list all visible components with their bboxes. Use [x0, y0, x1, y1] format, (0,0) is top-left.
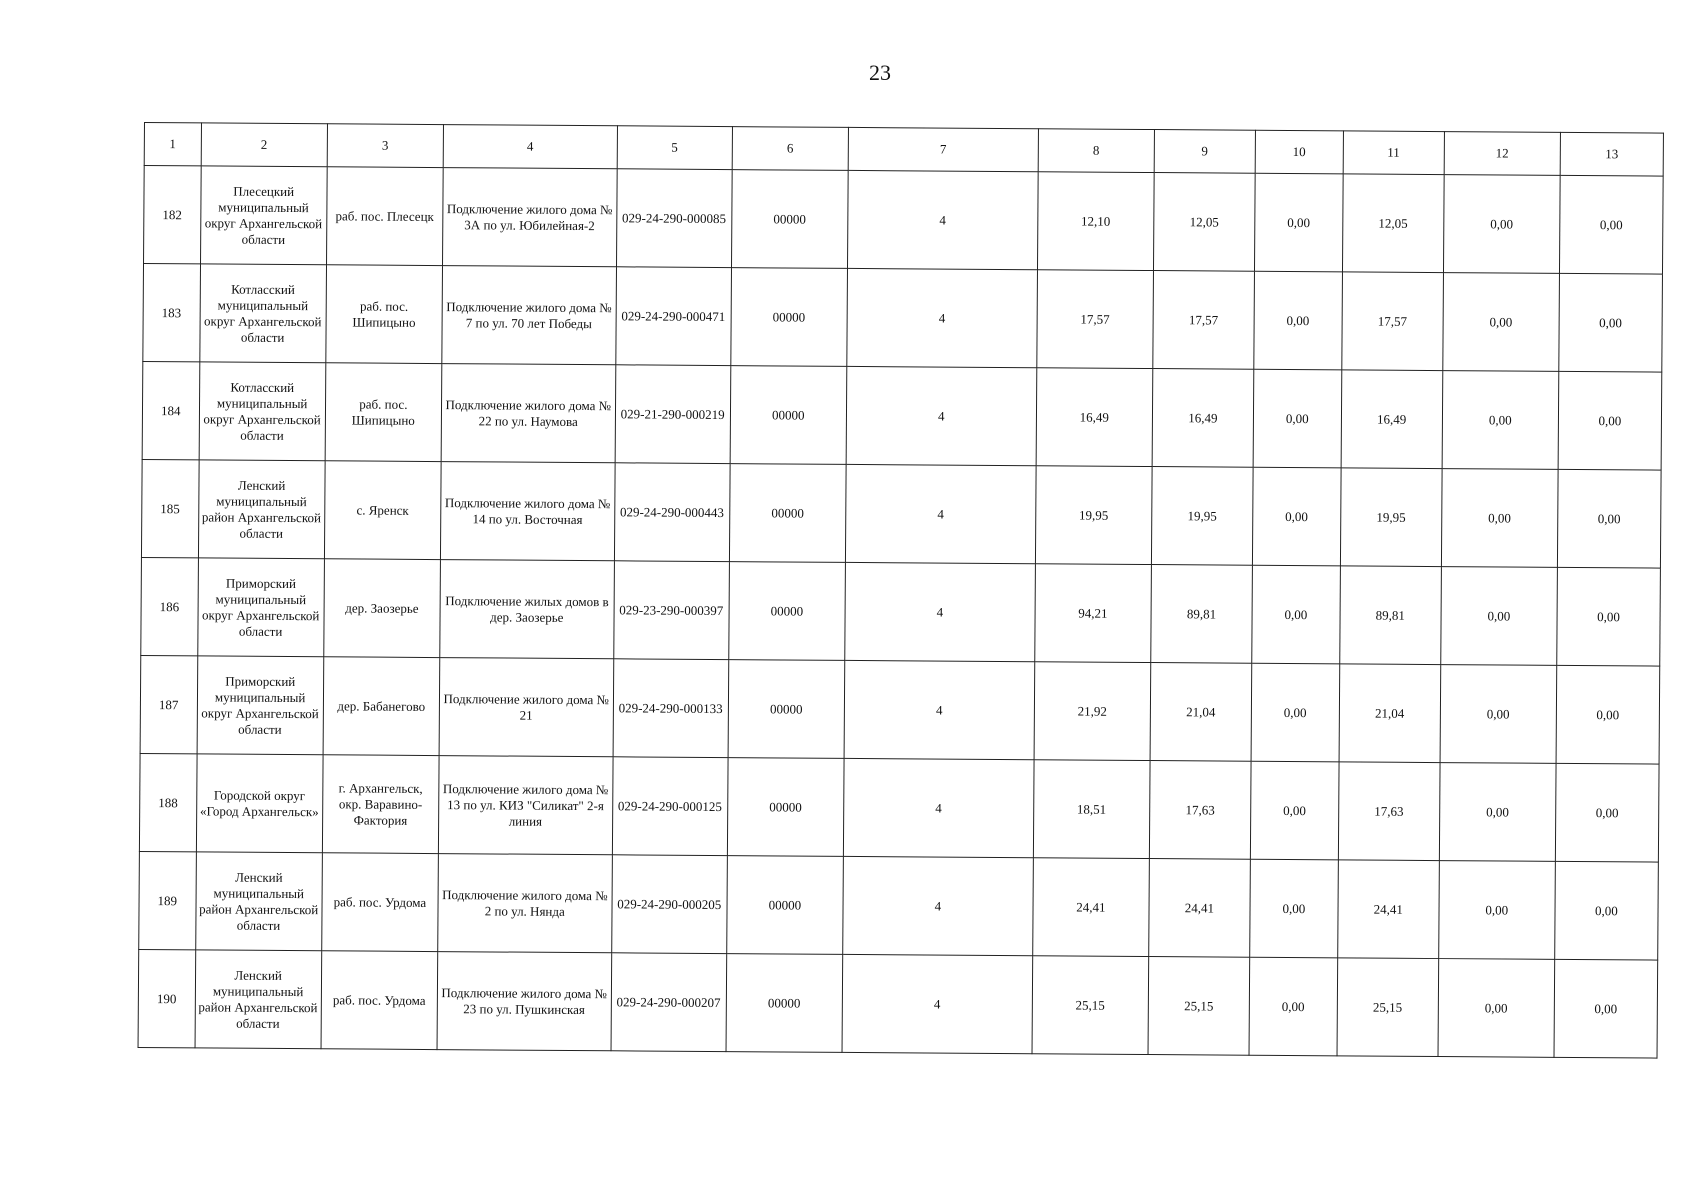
value-cell-10: 0,00	[1254, 173, 1343, 272]
value-cell-12: 0,00	[1442, 371, 1559, 470]
code-suffix-cell: 00000	[726, 856, 843, 955]
project-cell: Подключение жилого дома № 7 по ул. 70 лет Победы	[442, 266, 616, 365]
code-cell: 029-24-290-000133	[613, 659, 729, 758]
header-cell: 13	[1560, 132, 1663, 176]
municipality-cell: Ленский муниципальный район Архангельской области	[195, 950, 322, 1049]
value-cell-10: 0,00	[1250, 761, 1339, 860]
code-cell: 029-24-290-000085	[616, 169, 732, 268]
value-cell-9: 19,95	[1151, 467, 1253, 566]
value-cell-11: 17,63	[1338, 762, 1440, 861]
category-cell: 4	[846, 366, 1037, 465]
category-cell: 4	[847, 268, 1038, 367]
value-cell-8: 18,51	[1033, 760, 1150, 859]
row-number-cell: 189	[139, 851, 196, 949]
value-cell-9: 17,63	[1149, 761, 1251, 860]
category-cell: 4	[843, 758, 1034, 857]
value-cell-12: 0,00	[1440, 567, 1557, 666]
project-cell: Подключение жилого дома № 3А по ул. Юбилейная-2	[442, 168, 616, 267]
municipality-cell: Котласский муниципальный округ Архангельской области	[199, 362, 326, 461]
value-cell-11: 16,49	[1341, 370, 1443, 469]
value-cell-11: 24,41	[1337, 860, 1439, 959]
code-suffix-cell: 00000	[731, 268, 848, 367]
value-cell-8: 12,10	[1037, 172, 1154, 271]
project-cell: Подключение жилого дома № 21	[439, 658, 613, 757]
row-number-cell: 190	[138, 949, 195, 1047]
value-cell-10: 0,00	[1254, 271, 1343, 370]
municipality-cell: Котласский муниципальный округ Архангельской области	[199, 264, 326, 363]
value-cell-10: 0,00	[1249, 957, 1338, 1056]
code-suffix-cell: 00000	[728, 660, 845, 759]
category-cell: 4	[843, 856, 1034, 955]
row-number-cell: 188	[139, 753, 196, 851]
value-cell-13: 0,00	[1555, 763, 1659, 862]
category-cell: 4	[844, 660, 1035, 759]
value-cell-10: 0,00	[1252, 467, 1341, 566]
code-suffix-cell: 00000	[727, 758, 844, 857]
data-table	[138, 122, 1664, 1059]
value-cell-13: 0,00	[1559, 175, 1663, 274]
table-body	[138, 123, 1663, 1059]
value-cell-9: 25,15	[1148, 957, 1250, 1056]
code-cell: 029-24-290-000471	[615, 267, 731, 366]
table-row	[142, 361, 1662, 470]
header-cell: 5	[617, 126, 732, 170]
project-cell: Подключение жилых домов в дер. Заозерье	[440, 560, 614, 659]
document-sheet	[138, 122, 1664, 1059]
settlement-cell: раб. пос. Урдома	[321, 951, 438, 1050]
value-cell-8: 25,15	[1032, 956, 1149, 1055]
header-cell: 12	[1444, 132, 1560, 176]
value-cell-9: 16,49	[1152, 369, 1254, 468]
value-cell-12: 0,00	[1440, 665, 1557, 764]
table-row	[141, 557, 1661, 666]
table-row	[143, 264, 1663, 373]
code-cell: 029-24-290-000207	[611, 953, 727, 1052]
row-number-cell: 182	[144, 166, 201, 264]
table-row	[139, 753, 1659, 862]
value-cell-12: 0,00	[1438, 959, 1555, 1058]
value-cell-8: 19,95	[1035, 466, 1152, 565]
value-cell-10: 0,00	[1253, 369, 1342, 468]
municipality-cell: Приморский муниципальный округ Архангельской области	[197, 558, 324, 657]
settlement-cell: раб. пос. Шипицыно	[325, 363, 442, 462]
header-cell: 11	[1343, 131, 1444, 175]
value-cell-11: 21,04	[1339, 664, 1441, 763]
value-cell-8: 21,92	[1034, 662, 1151, 761]
settlement-cell: дер. Заозерье	[324, 559, 441, 658]
value-cell-8: 17,57	[1037, 270, 1154, 369]
municipality-cell: Городской округ «Город Архангельск»	[196, 754, 323, 853]
row-number-cell: 183	[143, 264, 200, 362]
header-cell: 1	[144, 123, 201, 166]
category-cell: 4	[845, 562, 1036, 661]
municipality-cell: Плесецкий муниципальный округ Архангельской области	[200, 166, 327, 265]
value-cell-10: 0,00	[1251, 663, 1340, 762]
header-cell: 7	[848, 127, 1038, 171]
header-cell: 10	[1255, 130, 1343, 174]
row-number-cell: 187	[140, 655, 197, 753]
header-cell: 3	[327, 124, 443, 168]
settlement-cell: с. Яренск	[324, 461, 441, 560]
project-cell: Подключение жилого дома № 22 по ул. Наумова	[441, 364, 615, 463]
value-cell-13: 0,00	[1556, 665, 1660, 764]
category-cell: 4	[847, 170, 1038, 269]
value-cell-10: 0,00	[1252, 565, 1341, 664]
header-cell: 4	[443, 125, 617, 169]
value-cell-13: 0,00	[1554, 959, 1658, 1058]
value-cell-8: 16,49	[1036, 368, 1153, 467]
settlement-cell: дер. Бабанегово	[323, 657, 440, 756]
table-row	[141, 459, 1661, 568]
value-cell-10: 0,00	[1250, 859, 1339, 958]
value-cell-9: 89,81	[1151, 565, 1253, 664]
municipality-cell: Ленский муниципальный район Архангельской области	[195, 852, 322, 951]
header-cell: 8	[1038, 129, 1154, 173]
value-cell-11: 19,95	[1340, 468, 1442, 567]
value-cell-13: 0,00	[1557, 469, 1661, 568]
value-cell-9: 24,41	[1149, 859, 1251, 958]
value-cell-9: 21,04	[1150, 663, 1252, 762]
code-cell: 029-24-290-000205	[611, 855, 727, 954]
header-cell: 2	[201, 123, 328, 167]
table-row	[140, 655, 1660, 764]
value-cell-12: 0,00	[1438, 861, 1555, 960]
category-cell: 4	[842, 954, 1033, 1053]
project-cell: Подключение жилого дома № 14 по ул. Восточная	[440, 462, 614, 561]
project-cell: Подключение жилого дома № 13 по ул. КИЗ "Силикат" 2-я линия	[438, 756, 612, 855]
code-cell: 029-21-290-000219	[615, 365, 731, 464]
row-number-cell: 186	[141, 557, 198, 655]
value-cell-13: 0,00	[1558, 371, 1662, 470]
value-cell-13: 0,00	[1559, 273, 1663, 372]
value-cell-9: 17,57	[1153, 271, 1255, 370]
page-number: 23	[869, 60, 891, 85]
project-cell: Подключение жилого дома № 2 по ул. Нянда	[438, 854, 612, 953]
table-row	[139, 851, 1659, 960]
settlement-cell: раб. пос. Шипицыно	[326, 265, 443, 364]
value-cell-11: 17,57	[1342, 272, 1444, 371]
municipality-cell: Ленский муниципальный район Архангельской области	[198, 460, 325, 559]
value-cell-13: 0,00	[1555, 861, 1659, 960]
value-cell-11: 25,15	[1337, 958, 1439, 1057]
municipality-cell: Приморский муниципальный округ Архангельской области	[197, 656, 324, 755]
table-row	[144, 166, 1664, 275]
value-cell-12: 0,00	[1443, 175, 1560, 274]
code-cell: 029-24-290-000125	[612, 757, 728, 856]
header-cell: 9	[1154, 130, 1255, 174]
row-number-cell: 185	[141, 459, 198, 557]
value-cell-8: 24,41	[1032, 858, 1149, 957]
value-cell-9: 12,05	[1153, 173, 1255, 272]
code-suffix-cell: 00000	[726, 954, 843, 1053]
code-suffix-cell: 00000	[729, 464, 846, 563]
category-cell: 4	[845, 464, 1036, 563]
code-suffix-cell: 00000	[729, 562, 846, 661]
code-cell: 029-23-290-000397	[613, 561, 729, 660]
code-suffix-cell: 00000	[730, 366, 847, 465]
settlement-cell: раб. пос. Плесецк	[326, 167, 443, 266]
table-row	[138, 949, 1658, 1058]
row-number-cell: 184	[142, 361, 199, 459]
value-cell-12: 0,00	[1439, 763, 1556, 862]
settlement-cell: г. Архангельск, окр. Варавино-Фактория	[322, 755, 439, 854]
code-cell: 029-24-290-000443	[614, 463, 730, 562]
value-cell-13: 0,00	[1557, 567, 1661, 666]
value-cell-12: 0,00	[1443, 273, 1560, 372]
value-cell-12: 0,00	[1441, 469, 1558, 568]
value-cell-11: 12,05	[1342, 174, 1444, 273]
header-cell: 6	[732, 127, 848, 171]
value-cell-11: 89,81	[1339, 566, 1441, 665]
code-suffix-cell: 00000	[731, 170, 848, 269]
project-cell: Подключение жилого дома № 23 по ул. Пушкинская	[437, 952, 611, 1051]
settlement-cell: раб. пос. Урдома	[321, 853, 438, 952]
value-cell-8: 94,21	[1035, 564, 1152, 663]
